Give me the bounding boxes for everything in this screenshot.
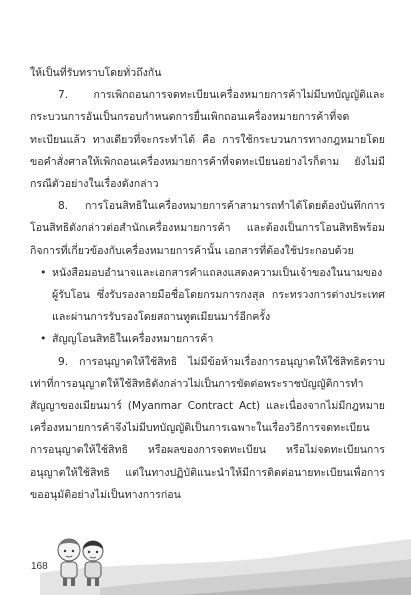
section-9-paragraph: 9. การอนุญาตให้ใช้สิทธิ ไม่มีข้อห้ามเรื่องการอนุญาตให้ใช้สิทธิตราบเท่าที่การอนุญาตให้ใช้สิทธิดังกล่าวไม่เป็นการขัดต่อพระราชบัญญัติการทำสัญญาของเมียนมาร์ (Myanmar Contract Act) และเนื่องจากไม่มีกฎหมายเครื่องหมายการค้าจึงไม่มีบทบัญญัติเป็นการเฉพาะในเรื่องวิธีการจดทะเบียนการอนุญาตให้ใช้สิทธิ หรือผลของการจดทะเบียน หรือไม่จดทะเบียนการอนุญาตให้ใช้สิทธิ แต่ในทางปฏิบัติแนะนำให้มีการติดต่อนายทะเบียนเพื่อการขออนุมัติอย่างไม่เป็นทางการก่อน <box>30 355 385 501</box>
bullet-text-power-of-attorney: หนังสือมอบอำนาจและเอกสารคำแถลงแสดงความเป็นเจ้าของในนามของผู้รับโอน ซึ่งรับรองลายมือชื่อโดยกรมการกงสุล กระทรวงการต่างประเทศ และผ่านการรับรองโดยสถานทูตเมียนมาร์อีกครั้ง <box>52 266 385 324</box>
continuation-paragraph: ให้เป็นที่รับทราบโดยทั่วถึงกัน <box>30 67 162 79</box>
section-7-paragraph: 7. การเพิกถอนการจดทะเบียนเครื่องหมายการค้าไม่มีบทบัญญัติและกระบวนการอันเป็นกรอบกำหนดการยื่นเพิกถอนเครื่องหมายการค้าที่จดทะเบียนแล้ว ทางเดียวที่จะกระทำได้ คือ การใช้กระบวนการทางกฎหมายโดยขอคำสั่งศาลให้เพิกถอนเครื่องหมายการค้าที่จดทะเบียนอย่างไรก็ตาม ยังไม่มีกรณีตัวอย่างในเรื่องดังกล่าว <box>30 89 385 191</box>
list-item <box>30 262 385 329</box>
page-number: 168 <box>31 561 48 572</box>
list-item <box>30 328 385 350</box>
bullet-text-assignment-contract: สัญญโอนสิทธิในเครื่องหมายการค้า <box>52 333 214 346</box>
bullet-icon: • <box>40 332 47 346</box>
bullet-icon: • <box>40 265 47 279</box>
cartoon-children-mascots-icon <box>52 534 110 590</box>
page-body <box>30 62 385 506</box>
section-8-paragraph: 8. การโอนสิทธิในเครื่องหมายการค้าสามารถทำได้โดยต้องบันทึกการโอนสิทธิดังกล่าวต่อสำนักเครื่องหมายการค้า และต้องเป็นการโอนสิทธิพร้อมกิจการที่เกี่ยวข้องกับเครื่องหมายการค้านั้น เอกสารที่ต้องใช้ประกอบด้วย <box>30 200 385 257</box>
